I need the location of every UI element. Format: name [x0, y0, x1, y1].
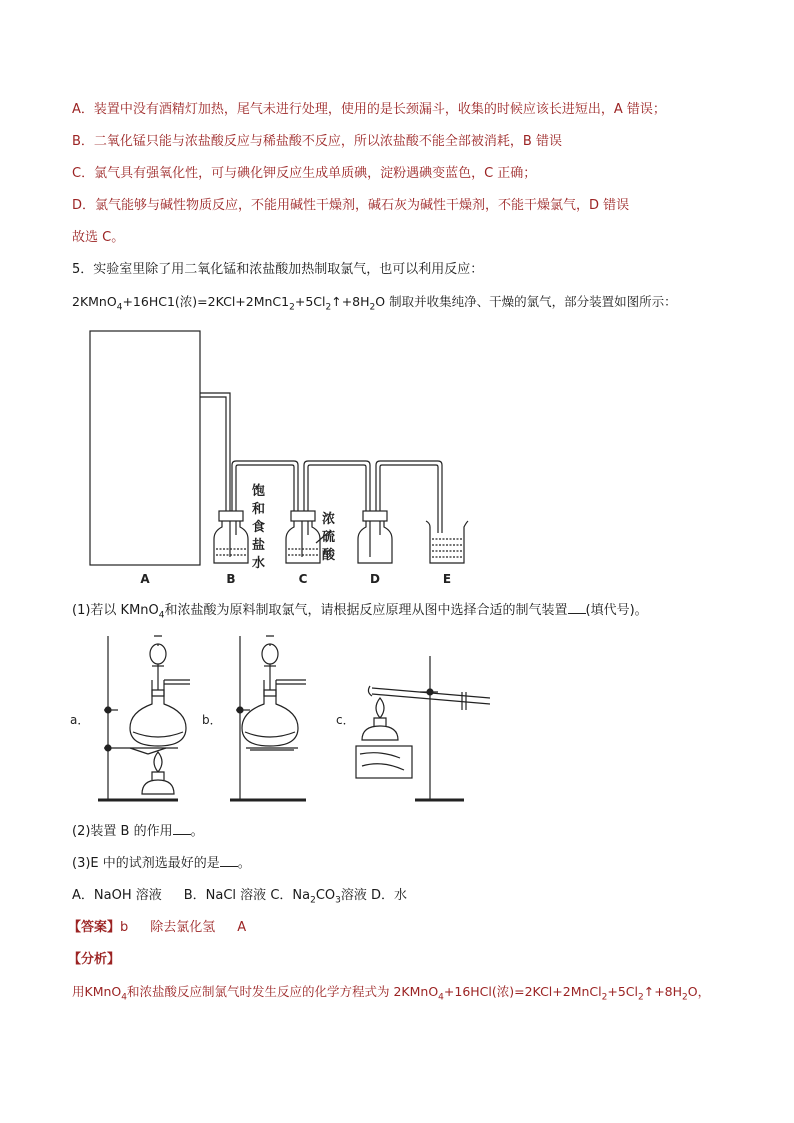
- apparatus-b: [230, 636, 306, 800]
- choice-d: D．水: [371, 888, 408, 903]
- question-3: (3)E 中的试剂选最好的是 。: [72, 856, 251, 871]
- label-b: B: [226, 572, 236, 586]
- apparatus-diagram: [80, 325, 480, 590]
- label-c: C: [298, 572, 308, 586]
- question-2: (2)装置 B 的作用 。: [72, 824, 204, 839]
- answer-label: 【答案】: [68, 920, 121, 935]
- explanation-b: B．二氧化锰只能与浓盐酸反应与稀盐酸不反应，所以浓盐酸不能全部被消耗，B 错误: [72, 134, 562, 149]
- bottle-d: [358, 511, 392, 563]
- explanation-conclusion: 故选 C。: [72, 230, 125, 245]
- beaker-e: [426, 521, 468, 563]
- option-c-label: c．: [336, 713, 355, 727]
- apparatus-a: [98, 636, 190, 800]
- question-intro: 5．实验室里除了用二氧化锰和浓盐酸加热制取氯气，也可以利用反应：: [72, 262, 484, 277]
- answer-line: 【答案】b 除去氯化氢 A: [68, 920, 247, 935]
- bottle-b: [214, 511, 248, 563]
- answer-blank-3[interactable]: [220, 854, 238, 867]
- bottle-c-text: 浓 硫 酸: [322, 512, 336, 563]
- question-1: (1)若以 KMnO$_4$和浓盐酸为原料制取氯气，请根据反应原理从图中选择合适的制气装置 (填代号)。: [72, 603, 648, 621]
- label-a: A: [140, 572, 150, 586]
- box-a: [90, 331, 200, 565]
- apparatus-c: [356, 656, 490, 800]
- option-apparatus: [70, 632, 530, 807]
- answer-blank-1[interactable]: [568, 601, 586, 614]
- answer-blank-2[interactable]: [173, 822, 191, 835]
- choice-list: [72, 886, 407, 906]
- option-b-label: b．: [202, 713, 222, 727]
- choice-c: C．$Na_2CO_3$溶液: [270, 888, 367, 906]
- choice-a: A．NaOH 溶液: [72, 888, 162, 903]
- label-d: D: [370, 572, 380, 586]
- analysis-text: 用KMnO$_4$和浓盐酸反应制氯气时发生反应的化学方程式为 2KMnO$_4$+16HCl(浓)$=2KCl+2MnCl_2+5Cl_2↑+8H_2O$，: [72, 984, 711, 1003]
- explanation-a: A．装置中没有酒精灯加热，尾气未进行处理，使用的是长颈漏斗，收集的时候应该长进短出，A 错误；: [72, 102, 666, 117]
- label-e: E: [442, 572, 452, 586]
- explanation-c: C．氯气具有强氧化性，可与碘化钾反应生成单质碘，淀粉遇碘变蓝色，C 正确；: [72, 166, 537, 181]
- analysis-label: 【分析】: [68, 952, 121, 967]
- bottle-b-text: 饱 和 食 盐 水: [252, 484, 266, 571]
- choice-b: B．NaCl 溶液: [183, 888, 267, 903]
- option-a-label: a．: [70, 713, 90, 727]
- question-equation: 2KMnO$_4$+16HC1(浓)$=2KCl+2MnC1_2+5Cl_2↑+8H_2O$ 制取并收集纯净、干燥的氯气，部分装置如图所示：: [72, 294, 677, 313]
- explanation-d: D．氯气能够与碱性物质反应，不能用碱性干燥剂，碱石灰为碱性干燥剂，不能干燥氯气，D 错误: [72, 198, 630, 213]
